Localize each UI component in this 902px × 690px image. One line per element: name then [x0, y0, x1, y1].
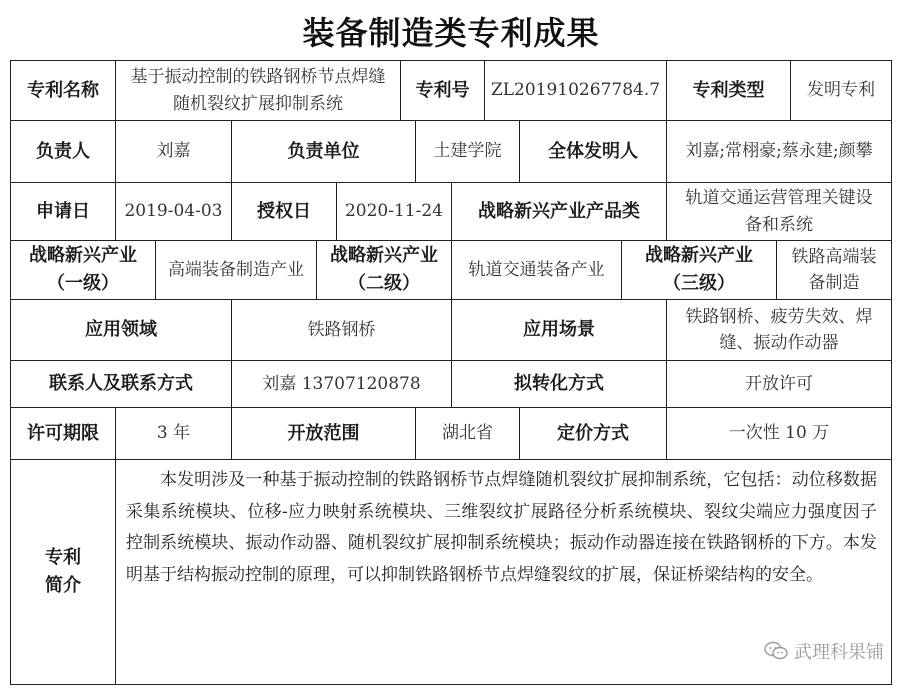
- grant-date-label: 授权日: [257, 200, 311, 222]
- open-scope-value: 湖北省: [442, 423, 493, 444]
- patent-no-label: 专利号: [415, 79, 470, 101]
- apply-date-value: 2019-04-03: [124, 201, 223, 222]
- watermark-text: 武理科果铺: [794, 642, 884, 663]
- patent-type-label: 专利类型: [692, 79, 765, 101]
- industry-l1-value: 高端装备制造产业: [168, 259, 304, 280]
- contact-value: 刘嘉 13707120878: [262, 373, 421, 394]
- industry-l2-label: 战略新兴产业（二级）: [330, 245, 438, 294]
- industry-l3-label: 战略新兴产业（三级）: [645, 245, 753, 294]
- apply-date-label: 申请日: [36, 200, 90, 222]
- wechat-icon: [764, 641, 788, 661]
- owner-value: 刘嘉: [156, 141, 191, 162]
- application-field-value: 铁路钢桥: [307, 319, 376, 340]
- intro-text: 本发明涉及一种基于振动控制的铁路钢桥节点焊缝随机裂纹扩展抑制系统，它包括：动位移数据采集系统模块、位移-应力映射系统模块、三维裂纹扩展路径分析系统模块、裂纹尖端应力强度因子控制系统模块、振动作动器、随机裂纹扩展抑制系统模块；振动作动器连接在铁路钢桥的下方。本发明基于结构振动控制的原理，可以抑制铁路钢桥节点焊缝裂纹的扩展，保证桥梁结构的安全。: [126, 470, 877, 585]
- grant-date-value: 2020-11-24: [344, 201, 443, 222]
- page-title: 装备制造类专利成果: [302, 14, 600, 52]
- watermark: [760, 636, 888, 666]
- intro-label: 专利简介: [45, 547, 81, 596]
- unit-label: 负责单位: [287, 140, 360, 162]
- patent-no-value: ZL201910267784.7: [490, 80, 661, 101]
- product-class-value: 轨道交通运营管理关键设备和系统: [685, 188, 873, 235]
- inventors-label: 全体发明人: [548, 140, 638, 162]
- license-period-value: 3 年: [156, 423, 191, 444]
- industry-l3-value: 铁路高端装备制造: [791, 246, 877, 293]
- inventors-value: 刘嘉;常栩豪;蔡永建;颜攀: [685, 141, 873, 162]
- contact-label: 联系人及联系方式: [49, 373, 193, 395]
- transfer-method-value: 开放许可: [745, 373, 813, 394]
- product-class-label: 战略新兴产业产品类: [478, 200, 640, 222]
- industry-l2-value: 轨道交通装备产业: [468, 259, 605, 280]
- unit-value: 土建学院: [433, 141, 502, 162]
- patent-name-label: 专利名称: [27, 79, 99, 101]
- patent-name-value: 基于振动控制的铁路钢桥节点焊缝随机裂纹扩展抑制系统: [130, 67, 386, 114]
- owner-label: 负责人: [36, 140, 90, 162]
- open-scope-label: 开放范围: [287, 422, 360, 444]
- pricing-method-label: 定价方式: [557, 422, 629, 444]
- industry-l1-label: 战略新兴产业（一级）: [29, 245, 137, 294]
- license-period-label: 许可期限: [27, 422, 99, 444]
- application-field-label: 应用领域: [85, 319, 157, 341]
- application-scene-value: 铁路钢桥、疲劳失效、焊缝、振动作动器: [685, 306, 873, 353]
- transfer-method-label: 拟转化方式: [514, 373, 604, 395]
- pricing-method-value: 一次性 10 万: [728, 423, 830, 444]
- application-scene-label: 应用场景: [523, 319, 595, 341]
- patent-type-value: 发明专利: [807, 80, 875, 101]
